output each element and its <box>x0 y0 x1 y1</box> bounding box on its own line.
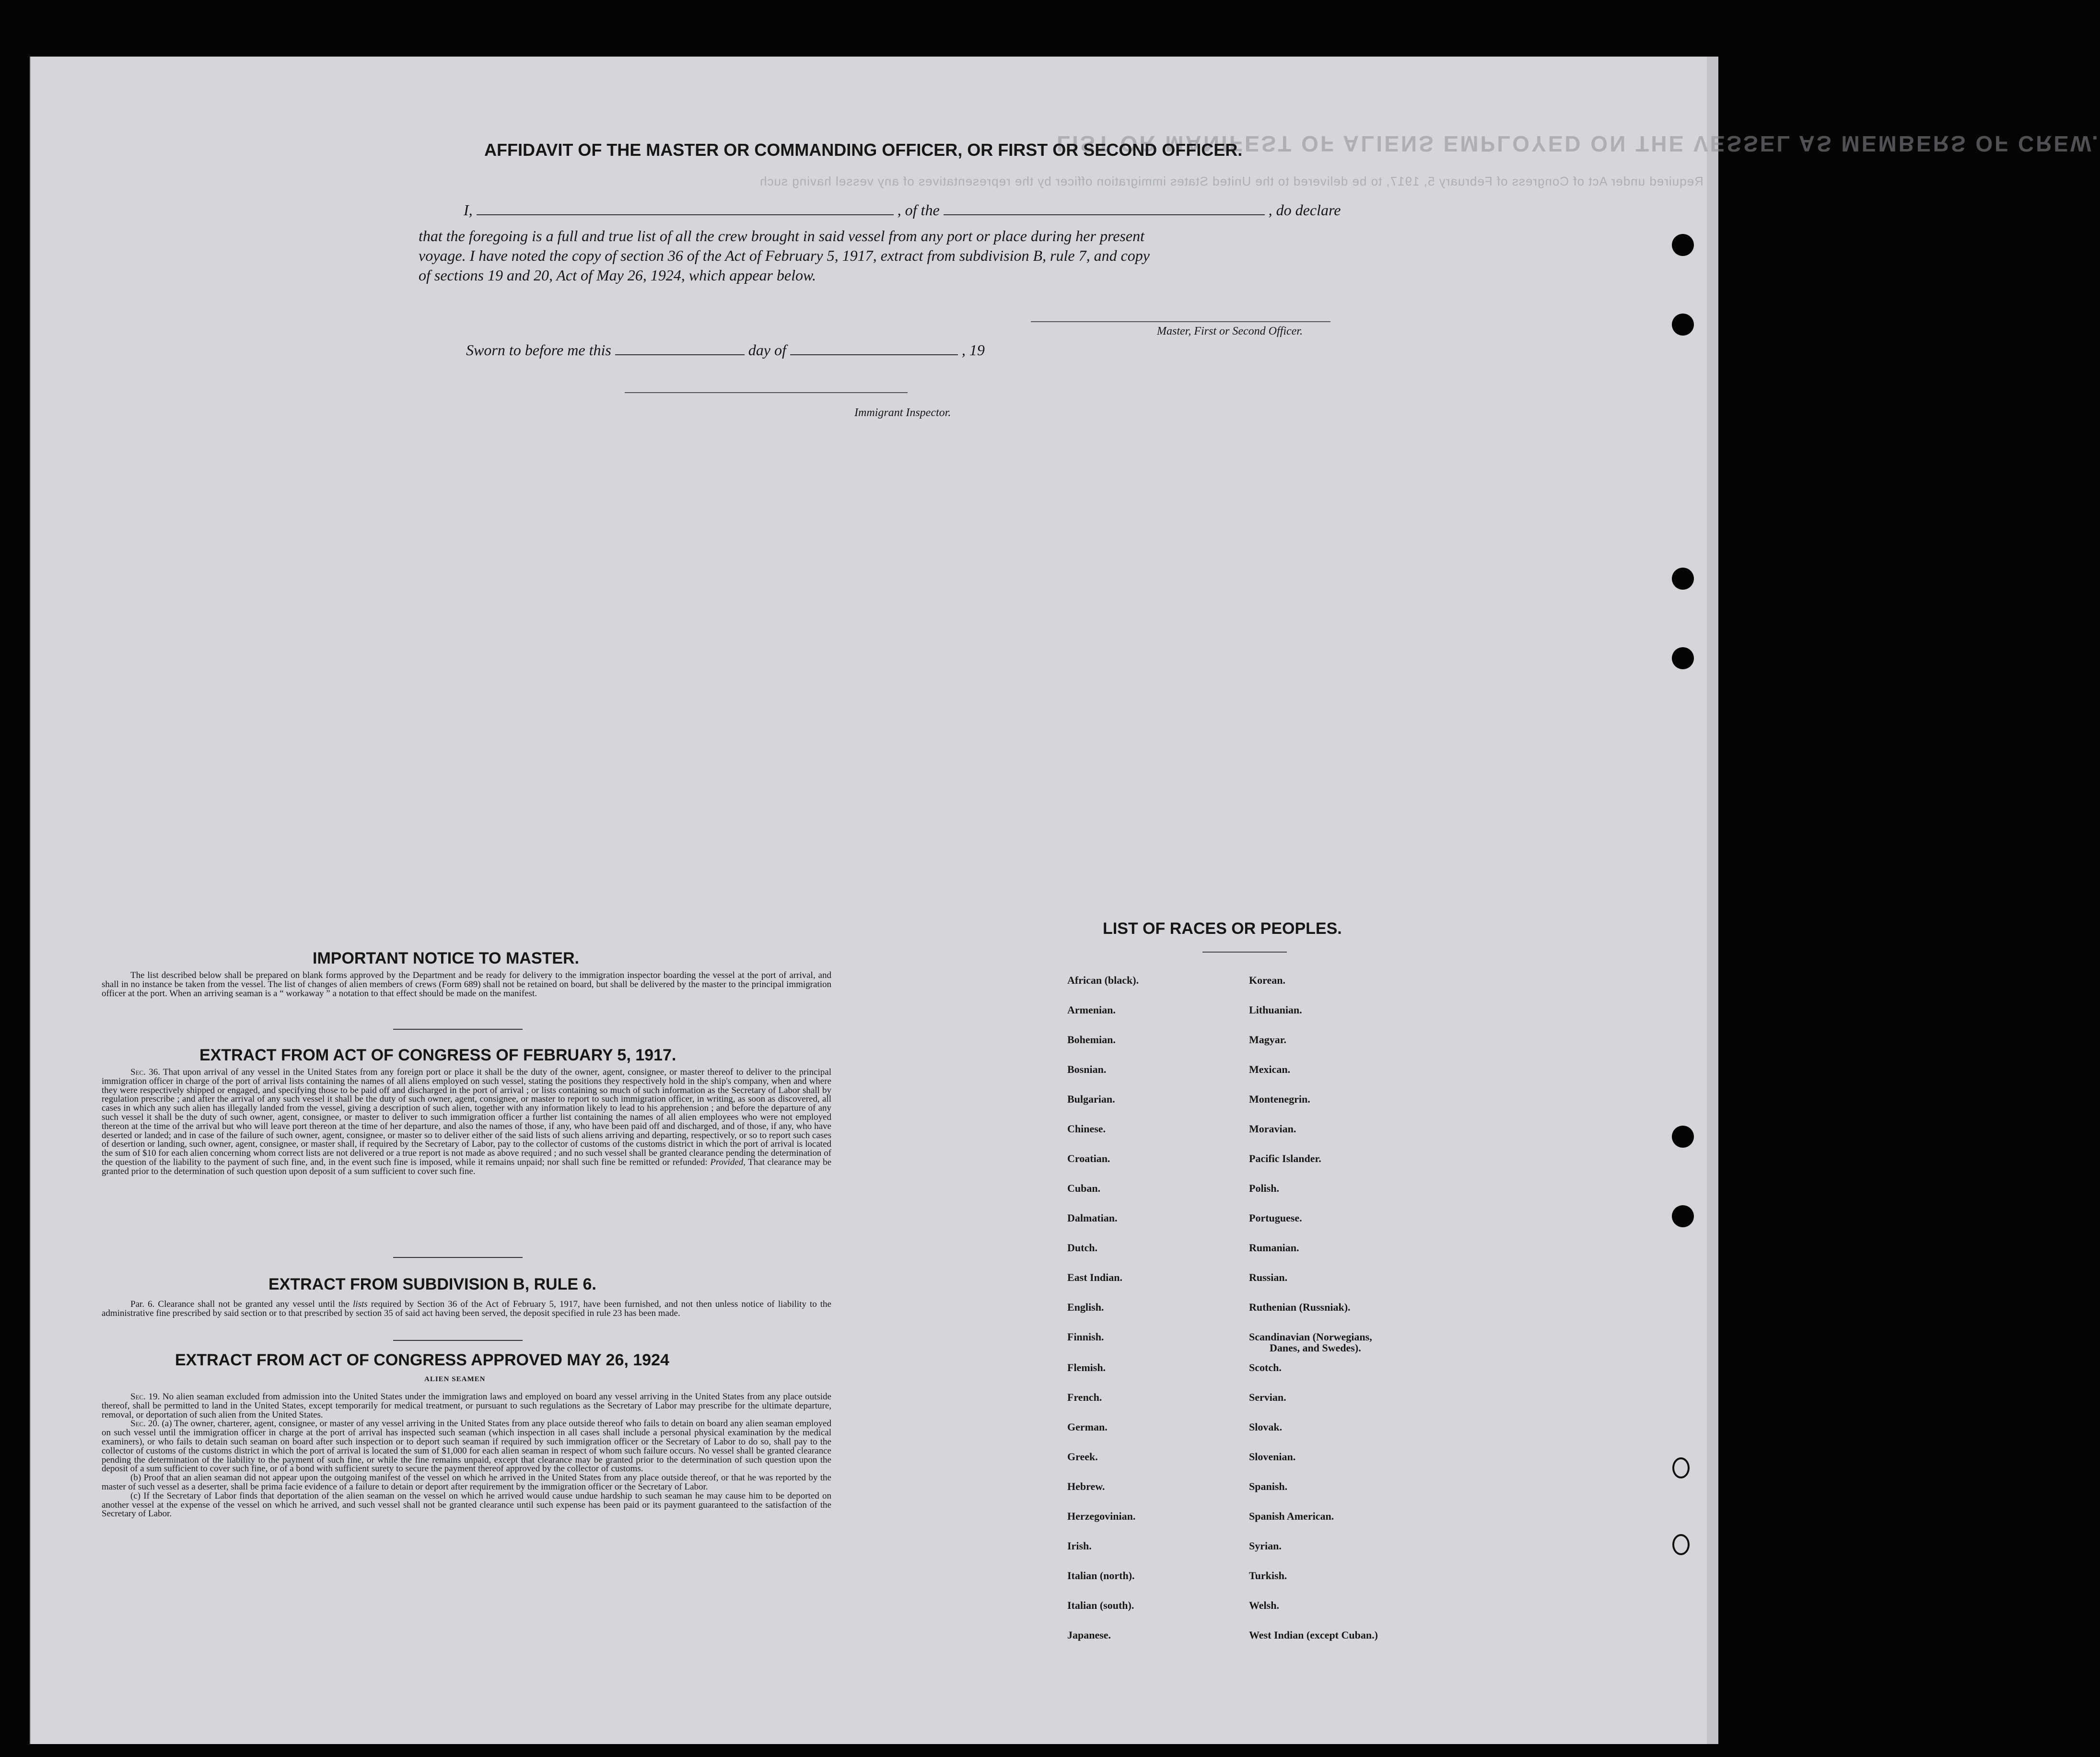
affidavit-title: AFFIDAVIT OF THE MASTER OR COMMANDING OFFICER, OR FIRST OR SECOND OFFICER. <box>484 140 1243 160</box>
notice-divider <box>393 1029 523 1030</box>
race-item: Mexican. <box>1249 1063 1291 1075</box>
extract-1917-divider <box>393 1257 523 1258</box>
sec19-text: No alien seaman excluded from admission into the United States under the immigration laws and employed on board any vessel arriving in the United States from any place outside thereof, shall be permitted to land in the United States, except temporarily for medical treatment, or pursuant to such regulations as the Secretary of Labor may prescribe for the ultimate departure, removal, or deportation of such alien from the United States. <box>102 1392 831 1420</box>
inspector-label: Immigrant Inspector. <box>854 407 951 419</box>
race-item: Irish. <box>1067 1540 1092 1552</box>
punch-hole <box>1672 234 1694 256</box>
sec36-text: That upon arrival of any vessel in the United States from any foreign port or place it shall be the duty of the owner, agent, consignee, or master thereof to deliver to the principal immigration officer in charge of the port of arrival lists containing the names of all aliens employed on such vessel, stating the positions they respectively hold in the ship's company, when and where they were respectively shipped or engaged, and specifying those to be paid off and discharged in the port of arrival ; or lists containing so much of such information as the Secretary of Labor shall by regulation prescribe ; and after the arrival of any such vessel it shall be the duty of such owner, agent, consignee, or master to report to such immigration officer, in writing, as soon as discovered, all cases in which any such alien has illegally landed from the vessel, giving a description of such alien, together with any information likely to lead to his apprehension ; and before the departure of any such vessel it shall be the duty of such owner, agent, consignee, or master to deliver to such immigration officer a further list containing the names of all alien employees who were not employed thereon at the time of the arrival but who will leave port thereon at the time of her departure, and also the names of those, if any, who have been paid off and discharged, and of those, if any, who have deserted or landed; and in case of the failure of such owner, agent, consignee, or master so to deliver either of the said lists of such aliens arriving and departing, respectively, or so to report such cases of desertion or landing, such owner, agent, consignee, or master shall, if required by the Secretary of Labor, pay to the collector of customs of the customs district in which the port of arrival is located the sum of $10 for each alien concerning whom correct lists are not delivered or a true report is not made as above required ; and no such vessel shall be granted clearance pending the determination of the question of the liability to the payment of such fine, and, in the event such fine is imposed, while it remains unpaid; nor shall such fine be remitted or refunded: <box>102 1067 831 1167</box>
affidavit-line-3: voyage. I have noted the copy of section 36 of the Act of February 5, 1917, extract from subdivision B, rule 7, and copy <box>419 247 1150 264</box>
sec20-label: Sec. 20. <box>130 1419 160 1429</box>
race-item: Ruthenian (Russniak). <box>1249 1301 1351 1313</box>
rule6-title: EXTRACT FROM SUBDIVISION B, RULE 6. <box>268 1275 596 1293</box>
punch-hole <box>1672 1205 1694 1227</box>
rule6-text-a: Par. 6. Clearance shall not be granted any vessel until the <box>130 1299 350 1309</box>
race-item: Bulgarian. <box>1067 1093 1115 1105</box>
race-item: Bohemian. <box>1067 1034 1116 1046</box>
affidavit-declare-label: , do declare <box>1268 201 1341 219</box>
race-item: Finnish. <box>1067 1331 1104 1343</box>
sec19-paragraph <box>102 1393 831 1420</box>
rule6-lists-word: lists <box>353 1299 368 1309</box>
punch-hole-partial <box>1672 1457 1690 1478</box>
race-item: Dalmatian. <box>1067 1212 1118 1224</box>
race-item: East Indian. <box>1067 1271 1122 1283</box>
affidavit-line-4: of sections 19 and 20, Act of May 26, 1924, which appear below. <box>419 267 816 284</box>
sworn-day-blank[interactable] <box>615 343 745 355</box>
race-item: Bosnian. <box>1067 1063 1107 1075</box>
race-item: Spanish American. <box>1249 1510 1334 1522</box>
race-item: German. <box>1067 1421 1108 1433</box>
sec20a-text: (a) The owner, charterer, agent, consignee, or master of any vessel arriving in the United States from any place outside thereof who fails to detain on board any alien seaman employed on such vessel until the immigration officer in charge at the port of arrival has inspected such seaman (which inspection in all cases shall include a personal physical examination by the medical examiners), or who fails to detain such seaman on board after such inspection or to deport such seaman if required by such immigration officer or the Secretary of Labor to do so, shall pay to the collector of customs of the customs district in which the port of arrival is located the sum of $1,000 for each alien seaman in respect of whom such failure occurs. No vessel shall be granted clearance pending the determination of the liability to the payment of such fine, or while the fine remains unpaid, except that clearance may be granted prior to the determination of such question upon the deposit of a sum sufficient to cover such fine, or of a bond with sufficient surety to secure the payment thereof approved by the collector of customs. <box>102 1419 831 1474</box>
sworn-label: Sworn to before me this <box>466 341 611 359</box>
extract-1917-body <box>102 1068 831 1176</box>
master-signature-label: Master, First or Second Officer. <box>1157 325 1303 337</box>
race-item: Polish. <box>1249 1182 1279 1194</box>
race-item: Slovak. <box>1249 1421 1283 1433</box>
officer-name-blank[interactable] <box>477 203 894 215</box>
race-item: Croatian. <box>1067 1152 1110 1164</box>
sec36-label: Sec. 36. <box>130 1067 161 1077</box>
extract-1924-body <box>102 1393 831 1519</box>
proviso-text: That clearance may be granted prior to the determination of such question upon deposit of a sum sufficient to cover such fine. <box>102 1157 831 1176</box>
alien-seamen-subtitle: ALIEN SEAMEN <box>424 1375 486 1383</box>
race-item: Flemish. <box>1067 1361 1106 1373</box>
races-divider <box>1202 952 1287 953</box>
race-item: Russian. <box>1249 1271 1288 1283</box>
race-item: Cuban. <box>1067 1182 1101 1194</box>
race-item: Montenegrin. <box>1249 1093 1310 1105</box>
affidavit-of-the-label: , of the <box>897 201 940 219</box>
punch-hole-partial <box>1672 1534 1690 1555</box>
extract-1924-title: EXTRACT FROM ACT OF CONGRESS APPROVED MAY 26, 1924 <box>175 1351 669 1369</box>
affidavit-line-1 <box>464 201 1341 219</box>
sec20b-paragraph: (b) Proof that an alien seaman did not appear upon the outgoing manifest of the vessel on which he arrived in the United States from any place outside thereof, or that he was reported by the master of such vessel as a deserter, shall be prima facie evidence of a failure to detain or deport after requirement by the immigration officer or the Secretary of Labor. <box>102 1473 831 1492</box>
race-item: Scandinavian (Norwegians, <box>1249 1331 1372 1343</box>
punch-hole <box>1672 647 1694 669</box>
proviso-label: Provided, <box>710 1157 746 1167</box>
bleed-through-heading: LIST OR MANIFEST OF ALIENS EMPLOYED ON THE VESSEL AS MEMBERS OF CREW. <box>1057 131 2100 156</box>
race-item: Hebrew. <box>1067 1480 1105 1492</box>
race-item: Chinese. <box>1067 1123 1106 1135</box>
punch-hole <box>1672 314 1694 336</box>
day-of-label: day of <box>748 341 786 359</box>
punch-hole <box>1672 568 1694 590</box>
page-edge <box>1707 57 1718 1744</box>
race-item: Pacific Islander. <box>1249 1152 1321 1164</box>
race-scandinavian-cont: Danes, and Swedes). <box>1270 1342 1361 1354</box>
rule6-divider <box>393 1340 523 1341</box>
race-item: Moravian. <box>1249 1123 1296 1135</box>
race-item: Magyar. <box>1249 1034 1287 1046</box>
notice-title: IMPORTANT NOTICE TO MASTER. <box>313 949 579 967</box>
race-item: Portuguese. <box>1249 1212 1302 1224</box>
race-item: Japanese. <box>1067 1629 1111 1641</box>
race-item: Servian. <box>1249 1391 1286 1403</box>
race-item: Armenian. <box>1067 1004 1116 1016</box>
race-item: Turkish. <box>1249 1570 1287 1582</box>
affidavit-i-label: I, <box>464 201 473 219</box>
race-item: English. <box>1067 1301 1104 1313</box>
sworn-line <box>466 341 985 359</box>
sworn-month-blank[interactable] <box>790 343 958 355</box>
race-item: Scotch. <box>1249 1361 1282 1373</box>
race-item: Italian (north). <box>1067 1570 1135 1582</box>
race-item: Greek. <box>1067 1451 1098 1463</box>
race-item: African (black). <box>1067 974 1139 986</box>
race-item: Welsh. <box>1249 1599 1279 1611</box>
race-item: Lithuanian. <box>1249 1004 1302 1016</box>
vessel-name-blank[interactable] <box>944 203 1265 215</box>
race-item: Syrian. <box>1249 1540 1282 1552</box>
extract-1917-title: EXTRACT FROM ACT OF CONGRESS OF FEBRUARY 5, 1917. <box>199 1046 677 1064</box>
sec20a-paragraph <box>102 1420 831 1474</box>
bleed-through-subline: Required under Act of Congress of February 5, 1917, to be delivered to the United States immigration officer by the representatives of any vessel having such <box>759 174 1703 188</box>
race-item: Rumanian. <box>1249 1242 1299 1254</box>
rule6-text-b: required by Section 36 of the Act of February 5, 1917, have been furnished, and not then unless notice of liability to the administrative fine prescribed by said section or to that prescribed by section 35 of said act having been served, the deposit specified in rule 23 has been made. <box>102 1299 831 1318</box>
year-label: , 19 <box>961 341 985 359</box>
race-item: Korean. <box>1249 974 1285 986</box>
race-item: Dutch. <box>1067 1242 1097 1254</box>
race-item: Herzegovinian. <box>1067 1510 1136 1522</box>
sec20c-paragraph: (c) If the Secretary of Labor finds that deportation of the alien seaman on the vessel on which he arrived would cause undue hardship to such seaman he may cause him to be deported on another vessel at the expense of the vessel on which he arrived, and such vessel shall not be granted clearance until such expense has been paid or its payment guaranteed to the satisfaction of the Secretary of Labor. <box>102 1490 831 1519</box>
race-item: Italian (south). <box>1067 1599 1134 1611</box>
sec19-label: Sec. 19. <box>130 1392 160 1402</box>
punch-hole <box>1672 1126 1694 1148</box>
race-item: Slovenian. <box>1249 1451 1296 1463</box>
notice-body: The list described below shall be prepared on blank forms approved by the Department and be ready for delivery to the immigration inspector boarding the vessel at the port of arrival, and shall in no instance be taken from the vessel. The list of changes of alien members of crews (Form 689) shall not be retained on board, but shall be delivered by the master to the principal immigration officer at the port. When an arriving seaman is a “ workaway ” a notation to that effect should be made on the manifest. <box>102 970 831 999</box>
rule6-body <box>102 1300 831 1318</box>
affidavit-line-2: that the foregoing is a full and true list of all the crew brought in said vessel from any port or place during her present <box>419 227 1144 244</box>
race-item: West Indian (except Cuban.) <box>1249 1629 1378 1641</box>
master-signature-line[interactable] <box>1031 321 1330 322</box>
race-item: French. <box>1067 1391 1102 1403</box>
race-item: Spanish. <box>1249 1480 1288 1492</box>
inspector-signature-line[interactable] <box>625 392 908 393</box>
races-title: LIST OF RACES OR PEOPLES. <box>1103 919 1342 938</box>
